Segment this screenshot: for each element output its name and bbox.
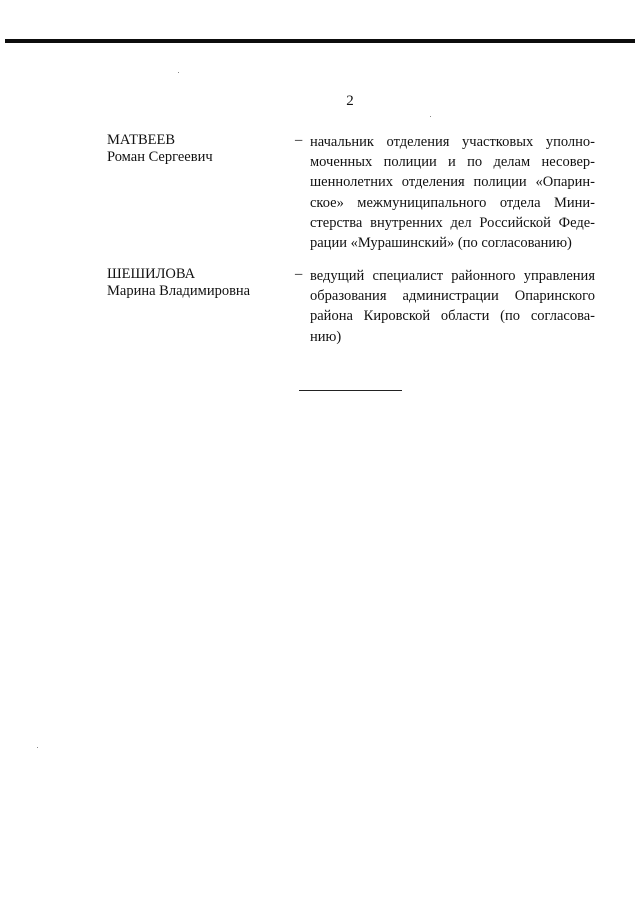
member-name bbox=[107, 266, 282, 300]
member-surname: ШЕШИЛОВА bbox=[107, 266, 196, 282]
description-line: района Кировской области (по согласова- bbox=[310, 308, 595, 325]
member-surname: МАТВЕЕВ bbox=[107, 132, 176, 148]
dash-separator: – bbox=[295, 132, 303, 148]
member-description bbox=[310, 132, 595, 253]
scan-speck bbox=[37, 747, 38, 748]
description-line: стерства внутренних дел Российской Феде- bbox=[310, 214, 595, 231]
page-number: 2 bbox=[346, 93, 354, 109]
member-given-names: Марина Владимировна bbox=[107, 283, 251, 299]
description-line: начальник отделения участковых уполно- bbox=[310, 134, 595, 150]
member-name bbox=[107, 132, 282, 166]
description-line: нию) bbox=[310, 328, 342, 345]
description-line: образования администрации Опаринского bbox=[310, 288, 595, 305]
scan-speck bbox=[430, 116, 431, 117]
description-line: шеннолетних отделения полиции «Опарин- bbox=[310, 174, 595, 191]
description-line: ское» межмуниципального отдела Мини- bbox=[310, 194, 595, 211]
scan-speck bbox=[178, 72, 179, 73]
description-line: моченных полиции и по делам несовер- bbox=[310, 154, 595, 171]
member-description bbox=[310, 266, 595, 347]
description-line: рации «Мурашинский» (по согласованию) bbox=[310, 235, 572, 252]
top-border-rule bbox=[5, 39, 635, 43]
closing-rule bbox=[299, 390, 402, 391]
dash-separator: – bbox=[295, 266, 303, 282]
member-given-names: Роман Сергеевич bbox=[107, 149, 213, 165]
description-line: ведущий специалист районного управления bbox=[310, 268, 595, 284]
